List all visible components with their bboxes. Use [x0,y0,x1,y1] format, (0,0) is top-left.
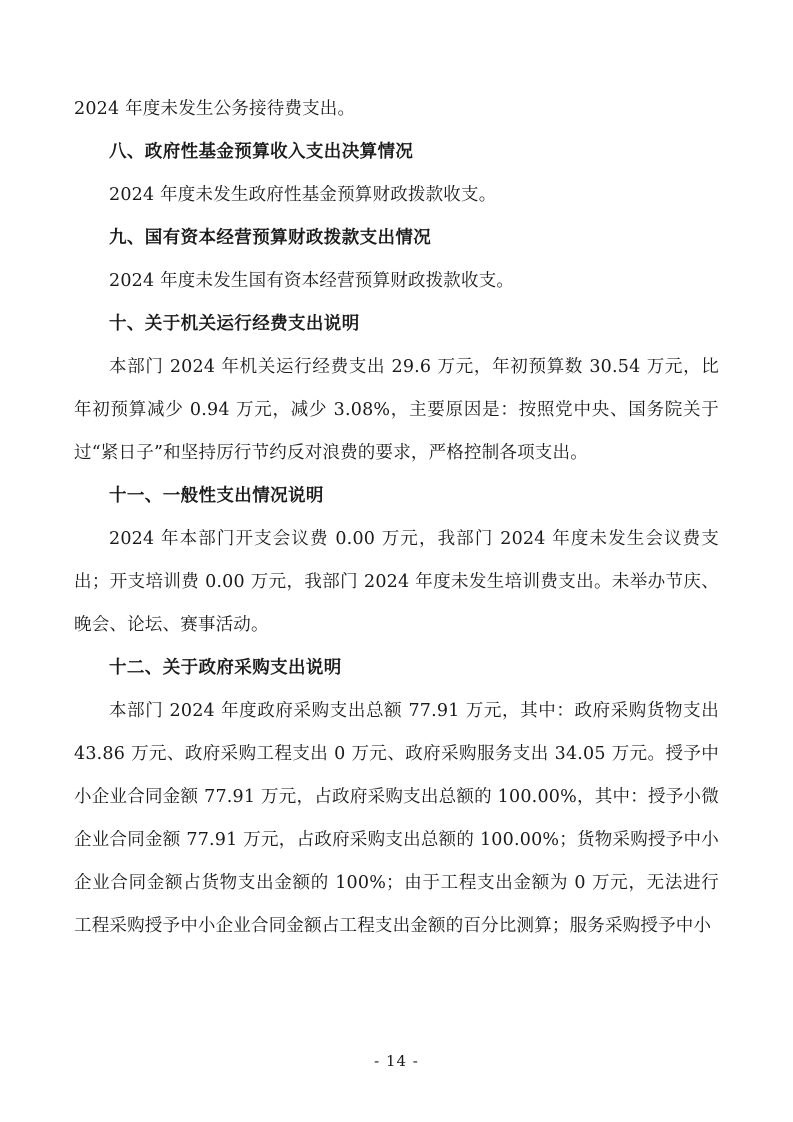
section-heading: 九、国有资本经营预算财政拨款支出情况 [109,228,432,248]
body-paragraph: 本部门 2024 年度政府采购支出总额 77.91 万元，其中：政府采购货物支出 43.86 万元、政府采购工程支出 0 万元、政府采购服务支出 34.05 万元。授予中小企业合同金额 77.91 万元，占政府采购支出总额的 100.00%，其中：授予小微企业合同金额 77.91 万元，占政府采购支出总额的 100.00%；货物采购授予中小企业合同金额占货物支出金额的 100%；由于工程支出金额为 0 万元，无法进行工程采购授予中小企业合同金额占工程支出金额的百分比测算；服务采购授予中小 [74,701,719,936]
document-body [74,88,719,948]
body-paragraph: 2024 年度未发生公务接待费支出。 [74,99,356,119]
body-paragraph: 2024 年度未发生国有资本经营预算财政拨款收支。 [109,271,515,291]
section-heading: 十一、一般性支出情况说明 [109,486,324,506]
section-heading: 十二、关于政府采购支出说明 [109,658,342,678]
section-heading: 十、关于机关运行经费支出说明 [109,314,360,334]
body-paragraph: 本部门 2024 年机关运行经费支出 29.6 万元，年初预算数 30.54 万元，比年初预算减少 0.94 万元，减少 3.08%，主要原因是：按照党中央、国务院关于过“紧日子”和坚持厉行节约反对浪费的要求，严格控制各项支出。 [74,357,719,463]
body-paragraph: 2024 年本部门开支会议费 0.00 万元，我部门 2024 年度未发生会议费支出；开支培训费 0.00 万元，我部门 2024 年度未发生培训费支出。未举办节庆、晚会、论坛、赛事活动。 [74,529,719,635]
body-paragraph: 2024 年度未发生政府性基金预算财政拨款收支。 [109,185,497,205]
section-heading: 八、政府性基金预算收入支出决算情况 [109,142,414,162]
page-number: - 14 - [374,1052,419,1070]
